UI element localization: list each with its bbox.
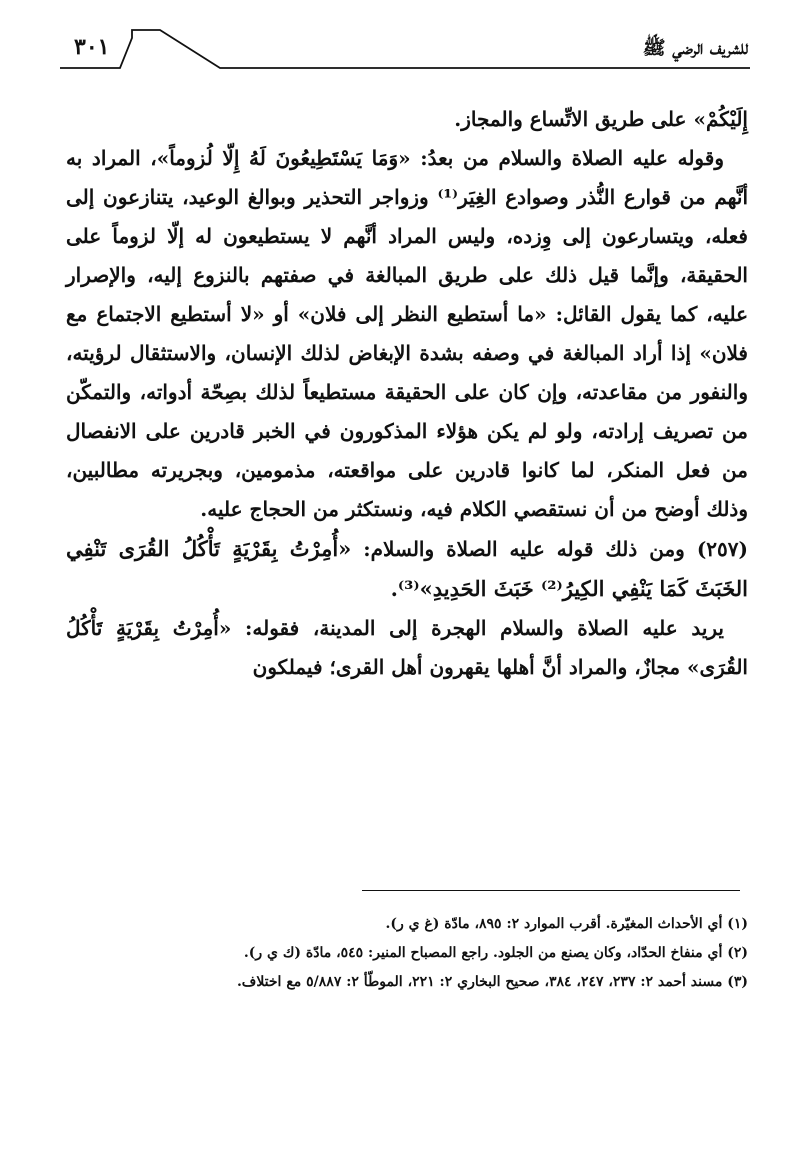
footnote-divider bbox=[362, 890, 740, 891]
footnote: (١) أي الأحداث المغيّرة. أقرب الموارد ٢: ٨٩٥، مادّة (غ ي ر). bbox=[385, 916, 748, 932]
footnote: (٣) مسند أحمد ٢: ٢٣٧، ٢٤٧، ٣٨٤، صحيح البخاري ٢: ٢٢١، الموطّأ ٢: ٥/٨٨٧ مع اختلاف. bbox=[236, 974, 748, 990]
hadith-number: (٢٥٧) bbox=[696, 537, 748, 561]
main-text bbox=[66, 100, 748, 687]
paragraph: وقوله عليه الصلاة والسلام من بعدُ: «وَمَا يَسْتَطِيعُونَ لَهُ إِلّا لُزوماً»، المراد به أنَّهم من قوارع النُّذر وصوادع الغِيَر⁽¹⁾ وزواجر التحذير وبوالغ الوعيد، يتنازعون إلى فعله، ويتسارعون إلى وِزده، وليس المراد أنَّهم لا يستطيعون له إلّا لزوماً على الحقيقة، وإنَّما قيل ذلك على طريق المبالغة في صفتهم بالنزوع إليه، والإصرار عليه، كما يقول القائل: «ما أستطيع النظر إلى فلان» أو «لا أستطيع الاجتماع مع فلان» إذا أراد المبالغة في وصفه بشدة الإبغاض لذلك الإنسان، والاستثقال لرؤيته، والنفور من مقاعدته، وإن كان على الحقيقة مستطيعاً لذلك بصِحّة أدواته، والتمكّن من تصريف إرادته، ولو لم يكن هؤلاء المذكورون في الخبر قادرين على الانفصال من فعل المنكر، لما كانوا قادرين على مواقعته، مذمومين، وبجريرته مطالبين، وذلك أوضح من أن نستقصي الكلام فيه، ونستكثر من الحجاج عليه. bbox=[66, 146, 749, 521]
header-rule bbox=[60, 26, 750, 76]
hadith-intro: ومن ذلك قوله عليه الصلاة والسلام: bbox=[351, 537, 685, 561]
page-number: ٣٠١ bbox=[74, 34, 110, 60]
footnotes bbox=[66, 910, 748, 997]
running-header-title: للشريف الرضي ﷺ bbox=[642, 37, 748, 59]
hadith-quote: «أُمِرْتُ بِقَرْيَةٍ تَأْكُلُ القُرَى تَنْفِي الخَبَثَ كَمَا يَنْفِي الكِيرُ⁽²⁾ خَبَثَ الحَدِيدِ»⁽³⁾. bbox=[66, 536, 748, 601]
hadith-paragraph bbox=[66, 529, 748, 609]
footnote: (٢) أي منفاخ الحدّاد، وكان يصنع من الجلود. راجع المصباح المنير: ٥٤٥، مادّة (ك ي ر). bbox=[243, 945, 748, 961]
paragraph: إِلَيْكُمْ» على طريق الاتِّساع والمجاز. bbox=[454, 107, 748, 131]
paragraph: يريد عليه الصلاة والسلام الهجرة إلى المدينة، فقوله: «أُمِرْتُ بِقَرْيَةٍ تَأْكُلُ القُرَى» مجازٌ، والمراد أنَّ أهلها يقهرون أهل القرى؛ فيملكون bbox=[66, 616, 748, 679]
